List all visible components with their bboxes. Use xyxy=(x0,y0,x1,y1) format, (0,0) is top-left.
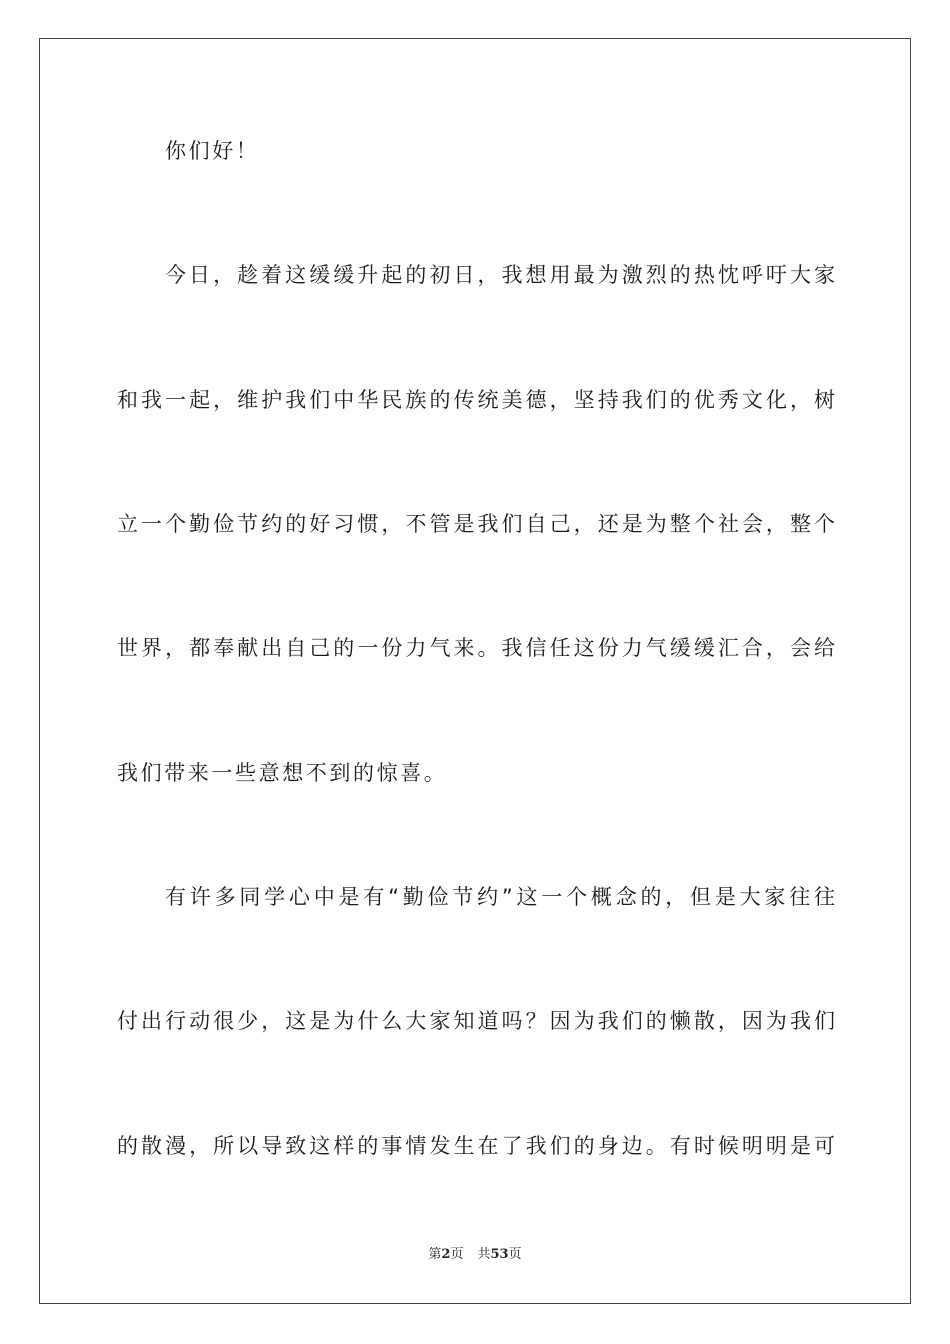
page-prefix: 第 xyxy=(428,1247,442,1262)
paragraph-2-line-2: 付出行动很少，这是为什么大家知道吗？因为我们的懒散，因为我们 xyxy=(117,1009,835,1033)
paragraph-1-line-2: 和我一起，维护我们中华民族的传统美德，坚持我们的优秀文化，树 xyxy=(117,388,835,412)
paragraph-2-line-3: 的散漫，所以导致这样的事情发生在了我们的身边。有时候明明是可 xyxy=(117,1134,835,1158)
total-suffix: 页 xyxy=(508,1247,522,1262)
page-suffix: 页 xyxy=(450,1247,464,1262)
page-number: 2 xyxy=(441,1247,451,1262)
greeting-line: 你们好！ xyxy=(165,139,260,163)
paragraph-1-line-1: 今日，趁着这缓缓升起的初日，我想用最为激烈的热忱呼吁大家 xyxy=(165,263,835,287)
paragraph-1-line-4: 世界，都奉献出自己的一份力气来。我信任这份力气缓缓汇合，会给 xyxy=(117,636,835,660)
paragraph-1-line-3: 立一个勤俭节约的好习惯，不管是我们自己，还是为整个社会，整个 xyxy=(117,512,835,536)
paragraph-1-line-5: 我们带来一些意想不到的惊喜。 xyxy=(117,761,448,785)
total-prefix: 共 xyxy=(477,1247,491,1262)
page-frame xyxy=(39,38,911,1304)
paragraph-2-line-1: 有许多同学心中是有“勤俭节约”这一个概念的，但是大家往往 xyxy=(165,885,835,909)
total-pages: 53 xyxy=(490,1247,509,1262)
page-footer xyxy=(0,1246,950,1264)
